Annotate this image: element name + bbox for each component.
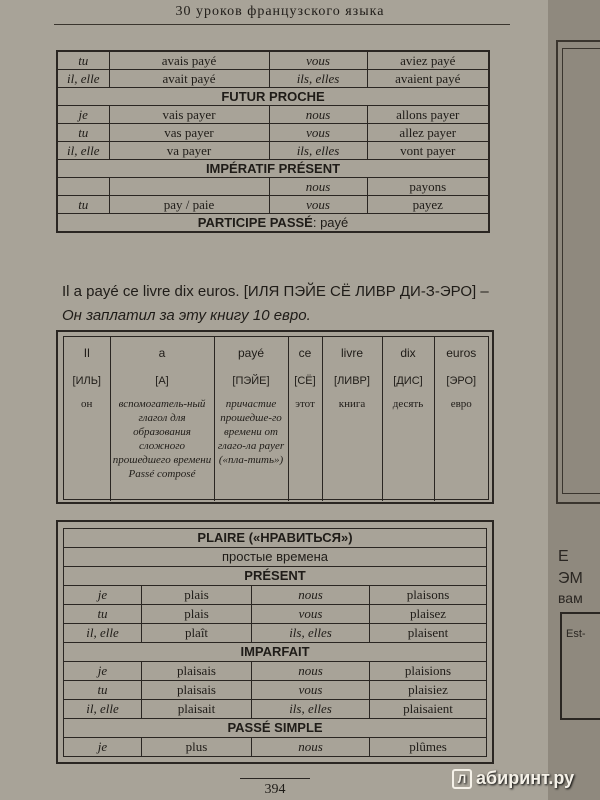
word-cell: Il xyxy=(64,337,110,369)
footer-rule xyxy=(240,778,310,779)
pronoun-cell: il, elle xyxy=(57,142,109,160)
pronoun-cell: tu xyxy=(64,605,142,624)
pronoun-cell: tu xyxy=(57,196,109,214)
plaire-box xyxy=(56,520,494,764)
participe-value: : payé xyxy=(312,215,349,230)
site-watermark xyxy=(452,768,574,789)
table-row xyxy=(64,738,487,757)
example-translation: Он заплатил за эту книгу 10 евро. xyxy=(62,307,311,324)
pronoun-cell: je xyxy=(64,662,142,681)
verb-cell: aviez payé xyxy=(367,51,489,70)
example-sentence-paragraph xyxy=(62,280,502,328)
word-cell: ce xyxy=(288,337,322,369)
adjacent-page-text-fragment: Е xyxy=(558,548,569,565)
pronoun-cell: vous xyxy=(252,605,370,624)
adjacent-page-inner-box xyxy=(562,48,600,494)
table-row xyxy=(57,106,489,124)
verb-cell: avaient payé xyxy=(367,70,489,88)
section-header-row xyxy=(57,88,489,106)
pronoun-cell: je xyxy=(64,738,142,757)
participe-row xyxy=(57,214,489,233)
pronoun-cell: vous xyxy=(269,124,367,142)
running-header: 30 уроков французского языка xyxy=(175,4,385,19)
transcription-cell: [А] xyxy=(110,369,214,393)
section-header-row xyxy=(64,548,487,567)
word-cell: a xyxy=(110,337,214,369)
pronoun-cell: nous xyxy=(252,738,370,757)
pronoun-cell: ils, elles xyxy=(252,700,370,719)
table-row xyxy=(57,178,489,196)
plaire-title: PLAIRE («НРАВИТЬСЯ») xyxy=(64,529,487,548)
section-header-row xyxy=(57,160,489,178)
adjacent-page-text-fragment: Est- xyxy=(566,628,586,640)
meaning-cell: книга xyxy=(322,393,382,501)
pronoun-cell: nous xyxy=(269,106,367,124)
word-breakdown-frame xyxy=(63,336,489,500)
pronoun-cell: vous xyxy=(269,51,367,70)
verb-cell: vas payer xyxy=(109,124,269,142)
meaning-cell: этот xyxy=(288,393,322,501)
word-cell: livre xyxy=(322,337,382,369)
pronoun-cell: je xyxy=(57,106,109,124)
transcription-cell: [ИЛЬ] xyxy=(64,369,110,393)
pronoun-cell: vous xyxy=(252,681,370,700)
verb-cell: plaisais xyxy=(142,681,252,700)
pronoun-cell: ils, elles xyxy=(269,70,367,88)
participe-passe-cell xyxy=(57,214,489,233)
example-sentence: Il a payé ce livre dix euros. [ИЛЯ ПЭЙЕ СЁ ЛИВР ДИ-З-ЭРО] xyxy=(62,283,477,300)
pronoun-cell: il, elle xyxy=(64,700,142,719)
table-row xyxy=(57,142,489,160)
meaning-row xyxy=(64,393,488,501)
pronoun-cell: tu xyxy=(64,681,142,700)
word-cell: payé xyxy=(214,337,288,369)
pronoun-cell: nous xyxy=(252,662,370,681)
transcription-cell: [СЁ] xyxy=(288,369,322,393)
pronoun-cell: nous xyxy=(269,178,367,196)
header-rule xyxy=(54,24,510,25)
verb-cell: allez payer xyxy=(367,124,489,142)
meaning-cell: евро xyxy=(450,398,472,410)
section-header-row xyxy=(64,567,487,586)
pronoun-cell: il, elle xyxy=(64,624,142,643)
verb-cell: plaisait xyxy=(142,700,252,719)
verb-cell: payons xyxy=(367,178,489,196)
verb-cell: plus xyxy=(142,738,252,757)
adjacent-page-text-fragment: вам xyxy=(558,590,583,606)
verb-cell: plaît xyxy=(142,624,252,643)
transcription-cell: [ПЭЙЕ] xyxy=(214,369,288,393)
watermark-text: абиринт.ру xyxy=(476,768,575,788)
conjugation-table-plaire xyxy=(63,528,487,757)
table-row xyxy=(64,681,487,700)
table-row xyxy=(64,605,487,624)
verb-cell: plais xyxy=(142,586,252,605)
section-title-imparfait: IMPARFAIT xyxy=(64,643,487,662)
table-row xyxy=(57,124,489,142)
section-title-imperatif: IMPÉRATIF PRÉSENT xyxy=(57,160,489,178)
table-row xyxy=(64,700,487,719)
transcription-row xyxy=(64,369,488,393)
verb-cell: payez xyxy=(367,196,489,214)
section-title-passe-simple: PASSÉ SIMPLE xyxy=(64,719,487,738)
verb-cell: plais xyxy=(142,605,252,624)
pronoun-cell: ils, elles xyxy=(269,142,367,160)
word-breakdown-box xyxy=(56,330,494,504)
table-row xyxy=(64,662,487,681)
plaire-subtitle: простые времена xyxy=(64,548,487,567)
meaning-cell: десять xyxy=(382,393,434,501)
pronoun-cell: vous xyxy=(269,196,367,214)
verb-cell: plûmes xyxy=(370,738,487,757)
table-row xyxy=(57,196,489,214)
transcription-cell: [ЛИВР] xyxy=(322,369,382,393)
meaning-cell: вспомогатель-ный глагол для образования сложного прошедшего времени Passé composé xyxy=(110,393,214,501)
transcription-cell: [ДИС] xyxy=(382,369,434,393)
words-row xyxy=(64,337,488,369)
table-row xyxy=(64,586,487,605)
verb-cell: plaisaient xyxy=(370,700,487,719)
verb-cell: allons payer xyxy=(367,106,489,124)
verb-cell: plaisiez xyxy=(370,681,487,700)
section-header-row xyxy=(64,643,487,662)
verb-cell: avais payé xyxy=(109,51,269,70)
table-row xyxy=(57,70,489,88)
verb-cell: avait payé xyxy=(109,70,269,88)
transcription-cell: [ЭРО] xyxy=(446,375,477,387)
pronoun-cell xyxy=(57,178,109,196)
section-header-row xyxy=(64,529,487,548)
section-header-row xyxy=(64,719,487,738)
word-cell: euros xyxy=(446,346,477,360)
verb-cell: plaisais xyxy=(142,662,252,681)
word-breakdown-table xyxy=(64,337,488,501)
verb-cell: vais payer xyxy=(109,106,269,124)
table-row xyxy=(57,51,489,70)
meaning-cell: причастие прошедше-го времени от глаго-ла payer («пла-тить») xyxy=(214,393,288,501)
word-cell: dix xyxy=(382,337,434,369)
participe-label: PARTICIPE PASSÉ xyxy=(197,215,313,230)
verb-cell: plaisions xyxy=(370,662,487,681)
verb-cell: pay / paie xyxy=(109,196,269,214)
adjacent-page-text-fragment: ЭМ xyxy=(558,570,583,587)
pronoun-cell: ils, elles xyxy=(252,624,370,643)
section-title-present: PRÉSENT xyxy=(64,567,487,586)
adjacent-page xyxy=(548,0,600,800)
meaning-cell: он xyxy=(64,393,110,501)
dash-separator: – xyxy=(476,283,489,300)
section-title-futur-proche: FUTUR PROCHE xyxy=(57,88,489,106)
pronoun-cell: nous xyxy=(252,586,370,605)
pronoun-cell: tu xyxy=(57,124,109,142)
verb-cell: plaisons xyxy=(370,586,487,605)
table-row xyxy=(64,624,487,643)
conjugation-table-payer xyxy=(56,50,490,233)
pronoun-cell: tu xyxy=(57,51,109,70)
labirint-logo-icon: Л xyxy=(452,769,472,789)
verb-cell: plaisent xyxy=(370,624,487,643)
pronoun-cell: il, elle xyxy=(57,70,109,88)
verb-cell xyxy=(109,178,269,196)
verb-cell: va payer xyxy=(109,142,269,160)
pronoun-cell: je xyxy=(64,586,142,605)
verb-cell: plaisez xyxy=(370,605,487,624)
verb-cell: vont payer xyxy=(367,142,489,160)
page-number: 394 xyxy=(264,782,286,797)
